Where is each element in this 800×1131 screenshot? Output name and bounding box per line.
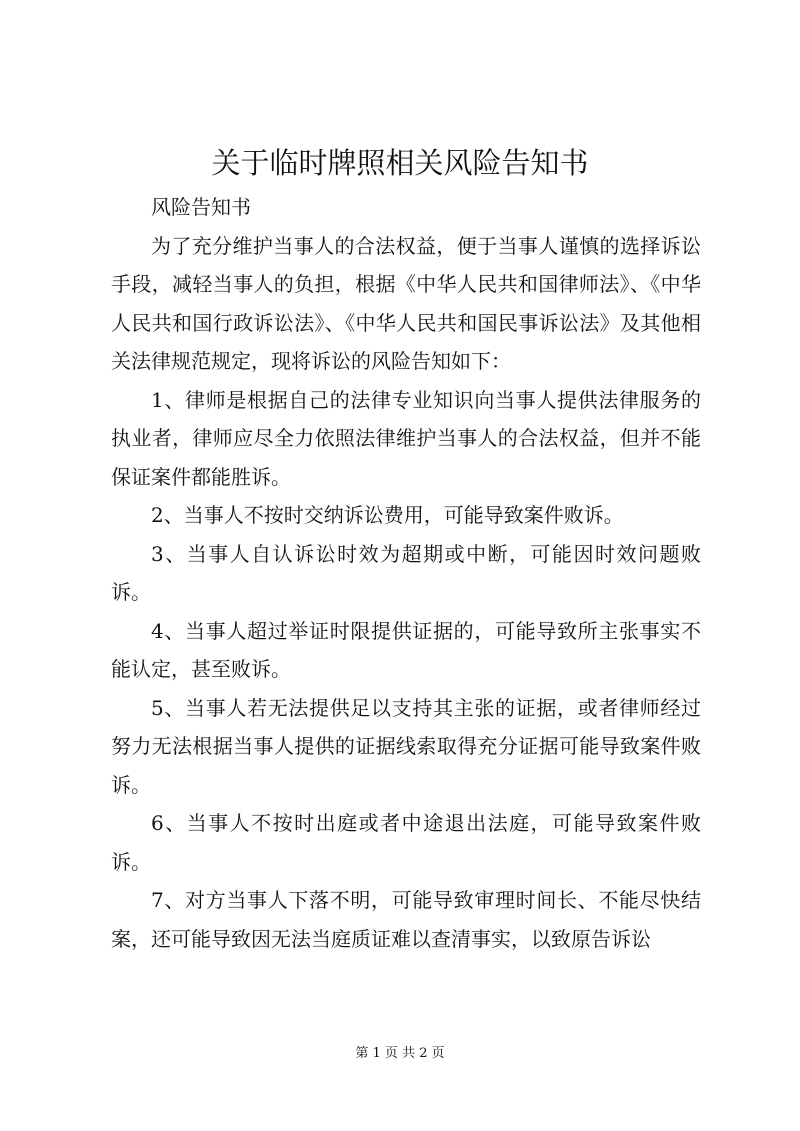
document-subtitle: 风险告知书: [151, 195, 251, 219]
document-body: [111, 188, 701, 958]
paragraph-item-5: 5、当事人若无法提供足以支持其主张的证据，或者律师经过努力无法根据当事人提供的证据线索取得充分证据可能导致案件败诉。: [111, 695, 701, 797]
paragraph-item-6: 6、当事人不按时出庭或者中途退出法庭，可能导致案件败诉。: [111, 811, 701, 874]
paragraph-item-4: 4、当事人超过举证时限提供证据的，可能导致所主张事实不能认定，甚至败诉。: [111, 618, 701, 681]
paragraph-item-1: 1、律师是根据自己的法律专业知识向当事人提供法律服务的执业者，律师应尽全力依照法律维护当事人的合法权益，但并不能保证案件都能胜诉。: [111, 387, 701, 489]
paragraph-item-7: 7、对方当事人下落不明，可能导致审理时间长、不能尽快结案，还可能导致因无法当庭质证难以查清事实，以致原告诉讼: [111, 888, 701, 951]
paragraph-item-2: 2、当事人不按时交纳诉讼费用，可能导致案件败诉。: [151, 503, 624, 527]
paragraph-item-3: 3、当事人自认诉讼时效为超期或中断，可能因时效问题败诉。: [111, 541, 701, 604]
paragraph-intro: 为了充分维护当事人的合法权益，便于当事人谨慎的选择诉讼手段，减轻当事人的负担，根据《中华人民共和国律师法》、《中华人民共和国行政诉讼法》、《中华人民共和国民事诉讼法》及其他相关法律规范规定，现将诉讼的风险告知如下：: [111, 233, 701, 373]
document-title: 关于临时牌照相关风险告知书: [211, 146, 589, 180]
page-footer: 第 1 页 共 2 页: [355, 1046, 445, 1061]
